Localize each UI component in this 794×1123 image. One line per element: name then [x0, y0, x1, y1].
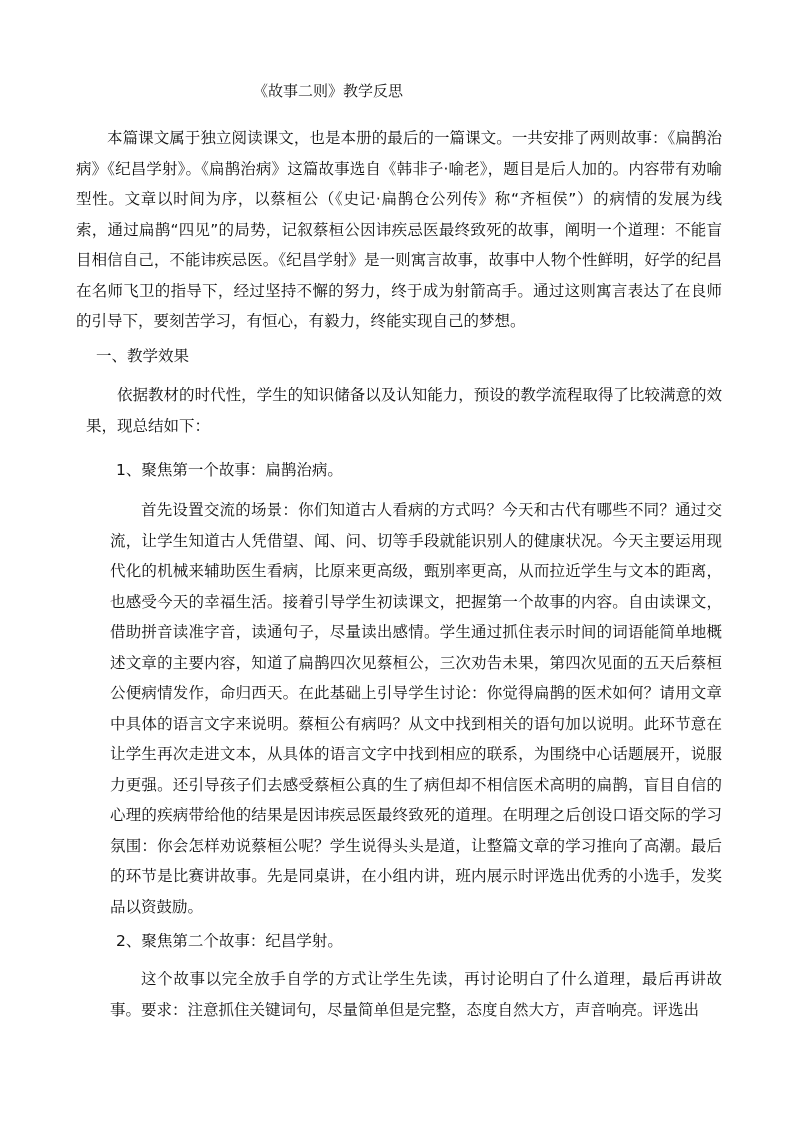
point-heading-story-one: 1、聚焦第一个故事：扁鹊治病。	[116, 461, 343, 479]
document-title: 《故事二则》教学反思	[253, 82, 404, 100]
section-heading-teaching-effect: 一、教学效果	[96, 347, 190, 365]
intro-paragraph: 本篇课文属于独立阅读课文，也是本册的最后的一篇课文。一共安排了两则故事：《扁鹊治病》《纪昌学射》。《扁鹊治病》这篇故事选自《韩非子·喻老》，题目是后人加的。内容带有劝喻型性。文章以时间为序，以蔡桓公（《史记·扁鹊仓公列传》称“齐桓侯”）的病情的发展为线索，通过扁鹊“四见”的局势，记叙蔡桓公因讳疾忌医最终致死的故事，阐明一个道理：不能盲目相信自己，不能讳疾忌医。《纪昌学射》是一则寓言故事，故事中人物个性鲜明，好学的纪昌在名师飞卫的指导下，经过坚持不懈的努力，终于成为射箭高手。通过这则寓言表达了在良师的引导下，要刻苦学习，有恒心，有毅力，终能实现自己的梦想。	[76, 129, 722, 330]
point-body-story-two: 这个故事以完全放手自学的方式让学生先读，再讨论明白了什么道理，最后再讲故事。要求：注意抓住关键词句，尽量简单但是完整，态度自然大方，声音响亮。评选出	[110, 970, 722, 1019]
point-heading-story-two: 2、聚焦第二个故事：纪昌学射。	[116, 932, 343, 950]
section-intro-paragraph: 依据教材的时代性，学生的知识储备以及认知能力，预设的教学流程取得了比较满意的效果，现总结如下：	[86, 386, 722, 435]
point-body-story-one: 首先设置交流的场景：你们知道古人看病的方式吗？今天和古代有哪些不同？通过交流，让学生知道古人凭借望、闻、问、切等手段就能识别人的健康状况。今天主要运用现代化的机械来辅助医生看病，比原来更高级，甄别率更高，从而拉近学生与文本的距离，也感受今天的幸福生活。接着引导学生初读课文，把握第一个故事的内容。自由读课文，借助拼音读准字音，读通句子，尽量读出感情。学生通过抓住表示时间的词语能简单地概述文章的主要内容，知道了扁鹊四次见蔡桓公，三次劝告未果，第四次见面的五天后蔡桓公便病情发作，命归西天。在此基础上引导学生讨论：你觉得扁鹊的医术如何？请用文章中具体的语言文字来说明。蔡桓公有病吗？从文中找到相关的语句加以说明。此环节意在让学生再次走进文本，从具体的语言文字中找到相应的联系，为围绕中心话题展开，说服力更强。还引导孩子们去感受蔡桓公真的生了病但却不相信医术高明的扁鹊，盲目自信的心理的疾病带给他的结果是因讳疾忌医最终致死的道理。在明理之后创设口语交际的学习氛围：你会怎样劝说蔡桓公呢？学生说得头头是道，让整篇文章的学习推向了高潮。最后的环节是比赛讲故事。先是同桌讲，在小组内讲，班内展示时评选出优秀的小选手，发奖品以资鼓励。	[110, 501, 722, 916]
